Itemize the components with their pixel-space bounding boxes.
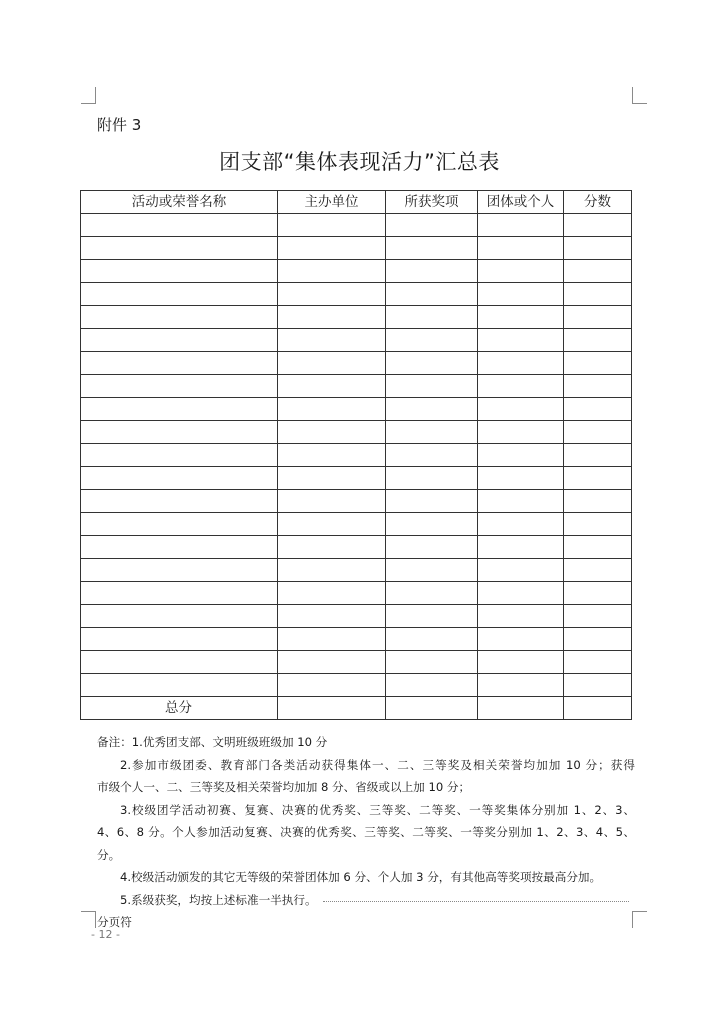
note-line: 分。	[97, 847, 121, 862]
table-cell[interactable]	[81, 513, 278, 536]
column-header-activity: 活动或荣誉名称	[81, 191, 278, 214]
table-row	[81, 536, 632, 559]
table-cell[interactable]	[386, 352, 478, 375]
table-cell[interactable]	[478, 651, 564, 674]
table-cell[interactable]	[478, 398, 564, 421]
table-cell[interactable]	[278, 467, 386, 490]
table-cell[interactable]	[386, 421, 478, 444]
table-cell[interactable]	[81, 283, 278, 306]
table-cell[interactable]	[81, 329, 278, 352]
column-header-group-or-individual: 团体或个人	[478, 191, 564, 214]
table-cell[interactable]	[564, 398, 632, 421]
table-cell[interactable]	[81, 605, 278, 628]
page-break-marker: 分页符	[97, 915, 132, 929]
table-cell[interactable]	[478, 697, 564, 720]
table-cell[interactable]	[564, 490, 632, 513]
table-cell[interactable]	[478, 467, 564, 490]
table-cell[interactable]	[278, 398, 386, 421]
note-line: 2.参加市级团委、教育部门各类活动获得集体一、二、三等奖及相关荣誉均加加 10 分；获得	[120, 757, 635, 772]
note-line: 3.校级团学活动初赛、复赛、决赛的优秀奖、三等奖、二等奖、一等奖集体分别加 1、2、3、	[120, 802, 635, 817]
note-text: 5.系级获奖，均按上述标准一半执行。	[120, 892, 317, 907]
table-cell[interactable]	[478, 444, 564, 467]
table-row	[81, 467, 632, 490]
table-header-row	[81, 191, 632, 214]
table-cell[interactable]	[386, 329, 478, 352]
table-cell[interactable]	[386, 582, 478, 605]
table-cell[interactable]	[564, 467, 632, 490]
table-cell[interactable]	[564, 674, 632, 697]
table-cell[interactable]	[81, 375, 278, 398]
table-cell[interactable]	[81, 628, 278, 651]
table-cell[interactable]	[81, 490, 278, 513]
table-cell[interactable]	[478, 559, 564, 582]
table-cell[interactable]	[278, 582, 386, 605]
table-cell[interactable]	[564, 536, 632, 559]
table-row	[81, 513, 632, 536]
crop-mark-bottom-left	[81, 911, 96, 928]
table-cell[interactable]	[278, 697, 386, 720]
table-cell[interactable]	[564, 237, 632, 260]
table-cell[interactable]	[278, 605, 386, 628]
table-cell[interactable]	[81, 444, 278, 467]
page-break-line	[323, 901, 629, 902]
table-cell[interactable]	[478, 628, 564, 651]
table-row	[81, 329, 632, 352]
table-cell[interactable]	[278, 237, 386, 260]
table-row	[81, 582, 632, 605]
table-cell[interactable]	[81, 674, 278, 697]
table-cell[interactable]	[386, 674, 478, 697]
table-cell[interactable]	[278, 490, 386, 513]
table-cell[interactable]	[478, 421, 564, 444]
table-cell[interactable]	[564, 559, 632, 582]
note-line: 4.校级活动颁发的其它无等级的荣誉团体加 6 分、个人加 3 分，有其他高等奖项按最高分加。	[120, 870, 602, 884]
table-cell[interactable]	[81, 582, 278, 605]
table-cell[interactable]	[478, 536, 564, 559]
page-title: 团支部“集体表现活力”汇总表	[219, 150, 500, 174]
table-cell[interactable]	[81, 651, 278, 674]
table-cell[interactable]	[478, 237, 564, 260]
table-row	[81, 605, 632, 628]
table-cell[interactable]	[564, 329, 632, 352]
note-line: 备注：1.优秀团支部、文明班级班级加 10 分	[97, 735, 328, 749]
table-row	[81, 490, 632, 513]
table-row	[81, 306, 632, 329]
table-row	[81, 260, 632, 283]
table-cell[interactable]	[278, 421, 386, 444]
table-cell[interactable]	[386, 605, 478, 628]
note-line: 4、6、8 分。个人参加活动复赛、决赛的优秀奖、三等奖、二等奖、一等奖分别加 1、2、3、4、5、	[97, 825, 635, 839]
table-cell[interactable]	[564, 628, 632, 651]
table-cell[interactable]	[81, 260, 278, 283]
table-cell[interactable]	[564, 352, 632, 375]
total-row	[81, 697, 632, 720]
table-cell[interactable]	[81, 306, 278, 329]
table-cell[interactable]	[478, 674, 564, 697]
table-row	[81, 674, 632, 697]
table-cell[interactable]	[564, 306, 632, 329]
table-cell[interactable]	[278, 352, 386, 375]
table-cell[interactable]	[386, 444, 478, 467]
crop-mark-top-left	[81, 87, 96, 104]
table-cell[interactable]	[478, 352, 564, 375]
table-row	[81, 444, 632, 467]
table-cell[interactable]	[564, 214, 632, 237]
table-cell[interactable]	[478, 283, 564, 306]
table-cell[interactable]	[478, 490, 564, 513]
table-cell[interactable]	[278, 329, 386, 352]
table-cell[interactable]	[564, 651, 632, 674]
table-cell[interactable]	[564, 444, 632, 467]
note-line: 市级个人一、二、三等奖及相关荣誉均加加 8 分、省级或以上加 10 分；	[97, 780, 471, 794]
table-cell[interactable]	[386, 651, 478, 674]
table-cell[interactable]	[81, 398, 278, 421]
table-cell[interactable]	[564, 513, 632, 536]
table-cell[interactable]	[278, 444, 386, 467]
table-cell[interactable]	[478, 375, 564, 398]
table-cell[interactable]	[386, 628, 478, 651]
table-cell[interactable]	[386, 214, 478, 237]
crop-mark-top-right	[632, 87, 647, 104]
table-row	[81, 237, 632, 260]
table-cell[interactable]	[81, 421, 278, 444]
table-cell[interactable]	[386, 513, 478, 536]
table-cell[interactable]	[278, 260, 386, 283]
table-cell[interactable]	[386, 697, 478, 720]
table-cell[interactable]	[478, 329, 564, 352]
column-header-score: 分数	[564, 191, 632, 214]
table-cell[interactable]	[386, 559, 478, 582]
attachment-label: 附件 3	[97, 116, 142, 134]
table-cell[interactable]	[478, 513, 564, 536]
table-cell[interactable]	[564, 605, 632, 628]
table-cell[interactable]	[386, 490, 478, 513]
table-cell[interactable]	[81, 536, 278, 559]
table-cell[interactable]	[81, 467, 278, 490]
table-cell[interactable]	[278, 674, 386, 697]
table-cell[interactable]	[278, 628, 386, 651]
table-cell[interactable]	[386, 467, 478, 490]
table-cell[interactable]	[278, 375, 386, 398]
table-cell[interactable]	[278, 306, 386, 329]
table-cell[interactable]	[478, 605, 564, 628]
table-cell[interactable]	[478, 260, 564, 283]
table-cell[interactable]	[386, 283, 478, 306]
table-row	[81, 421, 632, 444]
table-cell[interactable]	[386, 237, 478, 260]
table-cell[interactable]	[278, 559, 386, 582]
table-row	[81, 352, 632, 375]
table-cell[interactable]	[81, 214, 278, 237]
table-cell[interactable]	[564, 697, 632, 720]
table-cell[interactable]	[386, 306, 478, 329]
table-row	[81, 398, 632, 421]
table-cell[interactable]	[278, 214, 386, 237]
table-cell[interactable]	[386, 375, 478, 398]
column-header-organizer: 主办单位	[278, 191, 386, 214]
table-cell[interactable]	[386, 398, 478, 421]
table-row	[81, 375, 632, 398]
notes-section	[97, 731, 635, 934]
table-cell[interactable]	[278, 283, 386, 306]
table-cell[interactable]	[278, 536, 386, 559]
summary-table	[80, 190, 632, 720]
table-cell[interactable]	[564, 260, 632, 283]
table-cell[interactable]	[81, 352, 278, 375]
table-row	[81, 628, 632, 651]
table-cell[interactable]	[278, 651, 386, 674]
table-row	[81, 559, 632, 582]
table-cell[interactable]	[478, 582, 564, 605]
table-cell[interactable]	[278, 513, 386, 536]
table-row	[81, 283, 632, 306]
table-cell[interactable]	[564, 283, 632, 306]
page-number: - 12 -	[91, 928, 120, 941]
table-cell[interactable]	[81, 559, 278, 582]
table-cell[interactable]	[564, 421, 632, 444]
table-cell[interactable]	[564, 375, 632, 398]
total-label: 总分	[81, 697, 278, 720]
note-line-last	[97, 889, 635, 912]
table-cell[interactable]	[478, 306, 564, 329]
table-row	[81, 651, 632, 674]
table-cell[interactable]	[564, 582, 632, 605]
table-cell[interactable]	[386, 260, 478, 283]
table-cell[interactable]	[386, 536, 478, 559]
table-cell[interactable]	[81, 237, 278, 260]
column-header-award: 所获奖项	[386, 191, 478, 214]
table-cell[interactable]	[478, 214, 564, 237]
table-row	[81, 214, 632, 237]
